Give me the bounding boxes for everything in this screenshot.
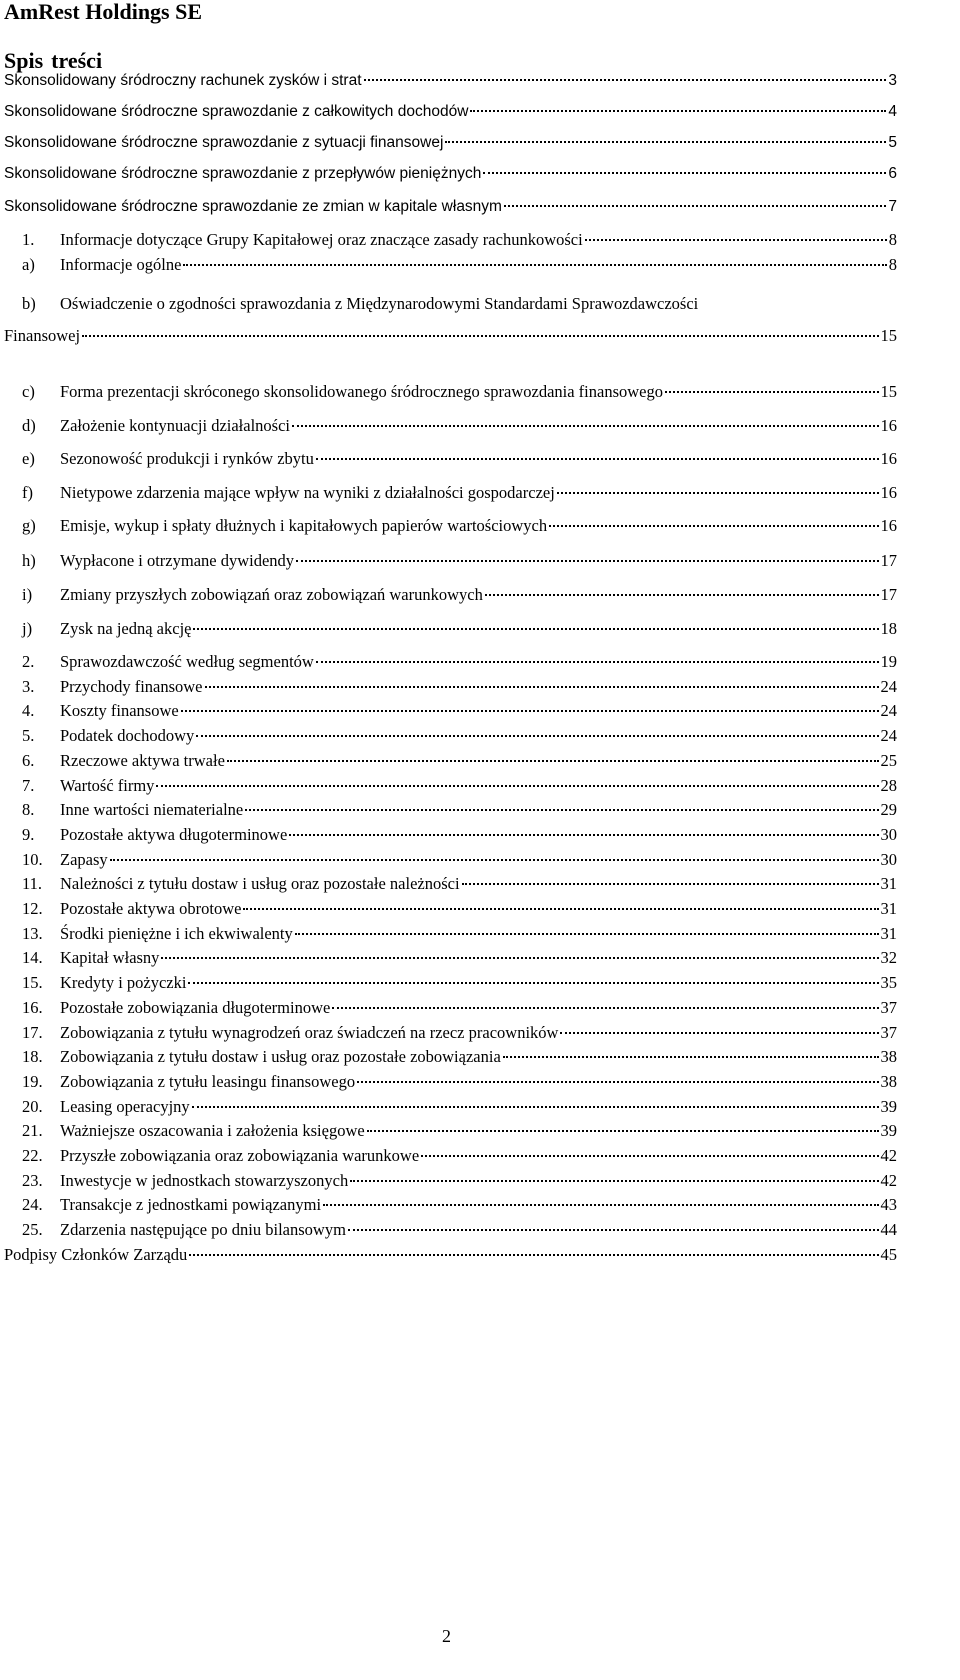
toc-entry-number: 23. <box>22 1171 43 1190</box>
toc-entry-page: 43 <box>880 1195 897 1214</box>
toc-entry-note[interactable] <box>22 1195 897 1221</box>
dot-leader <box>196 734 878 737</box>
toc-entry-note[interactable] <box>22 230 897 256</box>
toc-entry-subsection[interactable] <box>22 516 897 542</box>
toc-entry-note[interactable] <box>22 800 897 826</box>
footer-page-number: 2 <box>442 1626 451 1646</box>
toc-entry-page: 17 <box>880 585 897 604</box>
toc-entry-subsection[interactable] <box>22 585 897 611</box>
toc-entry-page: 6 <box>888 165 897 182</box>
toc-entry-page: 24 <box>880 677 897 696</box>
toc-entry-letter: f) <box>22 483 33 502</box>
dot-leader <box>357 1080 878 1083</box>
toc-entry-page: 24 <box>880 701 897 720</box>
dot-leader <box>350 1179 878 1182</box>
toc-entry-page: 30 <box>880 850 897 869</box>
toc-entry-title: Kapitał własny <box>60 948 160 967</box>
toc-entry-number: 4. <box>22 701 35 720</box>
toc-entry-number: 6. <box>22 751 35 770</box>
toc-entry-letter: g) <box>22 516 36 535</box>
dot-leader <box>585 238 887 241</box>
toc-entry-letter: b) <box>22 294 36 313</box>
toc-entry-note[interactable] <box>22 751 897 777</box>
toc-entry-letter: i) <box>22 585 33 604</box>
toc-entry-statement[interactable] <box>4 134 897 160</box>
dot-leader <box>323 1203 878 1206</box>
toc-entry-note[interactable] <box>22 677 897 703</box>
dot-leader <box>348 1228 879 1231</box>
toc-entry-subsection[interactable] <box>22 416 897 442</box>
toc-entry-number: 18. <box>22 1047 43 1066</box>
toc-entry-note[interactable] <box>22 1097 897 1123</box>
dot-leader <box>557 491 879 494</box>
toc-entry-statement[interactable] <box>4 103 897 129</box>
toc-entry-page: 30 <box>880 825 897 844</box>
toc-entry-subsection-cont[interactable] <box>4 326 897 352</box>
toc-entry-number: 12. <box>22 899 43 918</box>
toc-entry-page: 45 <box>880 1245 897 1264</box>
toc-entry-title: Zobowiązania z tytułu wynagrodzeń oraz świadczeń na rzecz pracowników <box>60 1023 559 1042</box>
toc-entry-number: 20. <box>22 1097 43 1116</box>
toc-entry-note[interactable] <box>22 726 897 752</box>
toc-entry-page: 3 <box>888 72 897 89</box>
toc-entry-note[interactable] <box>22 1047 897 1073</box>
dot-leader <box>193 627 878 630</box>
toc-entry-title: Zysk na jedną akcję <box>60 619 192 638</box>
toc-entry-title: Emisje, wykup i spłaty dłużnych i kapitałowych papierów wartościowych <box>60 516 548 535</box>
toc-entry-number: 2. <box>22 652 35 671</box>
toc-entry-title: Pozostałe zobowiązania długoterminowe <box>60 998 331 1017</box>
toc-entry-title: Transakcje z jednostkami powiązanymi <box>60 1195 322 1214</box>
dot-leader <box>445 140 886 143</box>
toc-entry-signatures[interactable] <box>4 1245 897 1271</box>
dot-leader <box>181 709 879 712</box>
toc-entry-page: 16 <box>880 449 897 468</box>
toc-entry-note[interactable] <box>22 1220 897 1246</box>
dot-leader <box>296 559 878 562</box>
toc-entry-number: 13. <box>22 924 43 943</box>
dot-leader <box>156 784 878 787</box>
dot-leader <box>245 808 878 811</box>
dot-leader <box>295 932 879 935</box>
dot-leader <box>470 109 886 112</box>
dot-leader <box>332 1006 878 1009</box>
dot-leader <box>503 1055 879 1058</box>
toc-entry-note[interactable] <box>22 850 897 876</box>
toc-entry-subsection[interactable] <box>22 382 897 408</box>
toc-entry-number: 7. <box>22 776 35 795</box>
toc-entry-statement[interactable] <box>4 198 897 224</box>
toc-entry-title: Ważniejsze oszacowania i założenia księgowe <box>60 1121 365 1140</box>
toc-entry-title: Sprawozdawczość według segmentów <box>60 652 314 671</box>
toc-entry-page: 16 <box>880 416 897 435</box>
dot-leader <box>421 1154 878 1157</box>
company-name: AmRest Holdings SE <box>4 0 203 24</box>
dot-leader <box>316 660 879 663</box>
toc-entry-page: 18 <box>880 619 897 638</box>
toc-heading-word1: Spis <box>4 48 44 73</box>
dot-leader <box>82 334 878 337</box>
toc-entry-title: Podatek dochodowy <box>60 726 195 745</box>
toc-entry-title: Skonsolidowane śródroczne sprawozdanie z całkowitych dochodów <box>4 103 469 120</box>
toc-entry-title: Nietypowe zdarzenia mające wpływ na wyniki z działalności gospodarczej <box>60 483 555 502</box>
toc-entry-page: 35 <box>880 973 897 992</box>
toc-entry-title: Informacje ogólne <box>60 255 182 274</box>
toc-entry-title: Skonsolidowane śródroczne sprawozdanie z przepływów pieniężnych <box>4 165 482 182</box>
toc-entry-number: 9. <box>22 825 35 844</box>
toc-entry-letter: e) <box>22 449 35 468</box>
toc-entry-number: 1. <box>22 230 35 249</box>
toc-entry-title: Należności z tytułu dostaw i usług oraz pozostałe należności <box>60 874 460 893</box>
toc-entry-subsection[interactable] <box>22 294 897 320</box>
dot-leader <box>665 390 879 393</box>
dot-leader <box>243 907 878 910</box>
toc-entry-page: 16 <box>880 483 897 502</box>
toc-entry-note[interactable] <box>22 948 897 974</box>
toc-entry-note[interactable] <box>22 825 897 851</box>
toc-entry-number: 10. <box>22 850 43 869</box>
dot-leader <box>292 424 879 427</box>
toc-entry-subsection[interactable] <box>22 551 897 577</box>
toc-entry-number: 25. <box>22 1220 43 1239</box>
toc-entry-number: 16. <box>22 998 43 1017</box>
toc-entry-title: Wartość firmy <box>60 776 155 795</box>
toc-entry-page: 7 <box>888 198 897 215</box>
toc-entry-note[interactable] <box>22 1121 897 1147</box>
dot-leader <box>462 882 879 885</box>
toc-entry-subsection[interactable] <box>22 449 897 475</box>
dot-leader <box>192 1105 879 1108</box>
toc-entry-title: Skonsolidowane śródroczne sprawozdanie ze zmian w kapitale własnym <box>4 198 502 215</box>
toc-entry-title: Pozostałe aktywa obrotowe <box>60 899 242 918</box>
toc-entry-title: Zapasy <box>60 850 108 869</box>
dot-leader <box>183 263 886 266</box>
toc-entry-title: Rzeczowe aktywa trwałe <box>60 751 225 770</box>
toc-entry-note[interactable] <box>22 874 897 900</box>
toc-entry-title: Leasing operacyjny <box>60 1097 190 1116</box>
toc-entry-note[interactable] <box>22 998 897 1024</box>
toc-entry-page: 8 <box>888 230 897 249</box>
dot-leader <box>485 593 879 596</box>
toc-entry-title: Zdarzenia następujące po dniu bilansowym <box>60 1220 346 1239</box>
toc-entry-page: 28 <box>880 776 897 795</box>
dot-leader <box>560 1031 878 1034</box>
toc-entry-title: Przyszłe zobowiązania oraz zobowiązania warunkowe <box>60 1146 420 1165</box>
toc-entry-page: 29 <box>880 800 897 819</box>
toc-entry-title: Zobowiązania z tytułu dostaw i usług oraz pozostałe zobowiązania <box>60 1047 501 1066</box>
toc-entry-number: 14. <box>22 948 43 967</box>
toc-entry-page: 38 <box>880 1047 897 1066</box>
toc-entry-page: 15 <box>880 326 897 345</box>
toc-heading-word2: treści <box>51 48 103 73</box>
toc-entry-number: 5. <box>22 726 35 745</box>
dot-leader <box>161 956 878 959</box>
toc-entry-note[interactable] <box>22 1146 897 1172</box>
toc-entry-page: 42 <box>880 1171 897 1190</box>
toc-entry-page: 4 <box>888 103 897 120</box>
toc-entry-note[interactable] <box>22 1171 897 1197</box>
toc-entry-number: 3. <box>22 677 35 696</box>
dot-leader <box>364 78 887 81</box>
toc-entry-note[interactable] <box>22 652 897 678</box>
toc-entry-page: 5 <box>888 134 897 151</box>
dot-leader <box>316 457 879 460</box>
toc-entry-title: Inne wartości niematerialne <box>60 800 244 819</box>
dot-leader <box>289 833 878 836</box>
toc-entry-page: 31 <box>880 924 897 943</box>
toc-entry-title: Przychody finansowe <box>60 677 203 696</box>
toc-entry-note[interactable] <box>22 1023 897 1049</box>
toc-entry-title: Oświadczenie o zgodności sprawozdania z Międzynarodowymi Standardami Sprawozdawczości <box>60 294 699 313</box>
toc-entry-letter: c) <box>22 382 35 401</box>
toc-entry-subsection[interactable] <box>22 619 897 645</box>
toc-entry-title: Wypłacone i otrzymane dywidendy <box>60 551 295 570</box>
toc-entry-page: 24 <box>880 726 897 745</box>
toc-entry-title: Środki pieniężne i ich ekwiwalenty <box>60 924 293 943</box>
toc-entry-note[interactable] <box>22 776 897 802</box>
toc-entry-title: Skonsolidowane śródroczne sprawozdanie z sytuacji finansowej <box>4 134 444 151</box>
toc-entry-title: Skonsolidowany śródroczny rachunek zysków i strat <box>4 72 362 89</box>
toc-entry-page: 15 <box>880 382 897 401</box>
toc-entry-page: 17 <box>880 551 897 570</box>
toc-entry-title: Założenie kontynuacji działalności <box>60 416 290 435</box>
toc-entry-title: Forma prezentacji skróconego skonsolidowanego śródrocznego sprawozdania finansowego <box>60 382 663 401</box>
toc-entry-number: 21. <box>22 1121 43 1140</box>
toc-entry-note[interactable] <box>22 924 897 950</box>
toc-entry-note[interactable] <box>22 701 897 727</box>
toc-entry-title: Informacje dotyczące Grupy Kapitałowej oraz znaczące zasady rachunkowości <box>60 230 583 249</box>
toc-entry-title: Kredyty i pożyczki <box>60 973 187 992</box>
toc-entry-page: 8 <box>888 255 897 274</box>
toc-entry-statement[interactable] <box>4 72 897 98</box>
dot-leader <box>367 1129 879 1132</box>
dot-leader <box>227 759 879 762</box>
toc-entry-page: 31 <box>880 899 897 918</box>
toc-entry-page: 25 <box>880 751 897 770</box>
toc-entry-number: 22. <box>22 1146 43 1165</box>
toc-entry-page: 38 <box>880 1072 897 1091</box>
dot-leader <box>188 981 878 984</box>
toc-entry-number: 15. <box>22 973 43 992</box>
dot-leader <box>205 685 879 688</box>
toc-entry-page: 16 <box>880 516 897 535</box>
toc-entry-page: 19 <box>880 652 897 671</box>
toc-entry-note[interactable] <box>22 899 897 925</box>
toc-entry-page: 37 <box>880 1023 897 1042</box>
toc-entry-letter: h) <box>22 551 36 570</box>
toc-entry-title: Pozostałe aktywa długoterminowe <box>60 825 288 844</box>
toc-entry-page: 39 <box>880 1097 897 1116</box>
toc-entry-subsection[interactable] <box>22 255 897 281</box>
toc-entry-letter: d) <box>22 416 36 435</box>
toc-entry-number: 19. <box>22 1072 43 1091</box>
dot-leader <box>483 171 886 174</box>
toc-entry-title: Finansowej <box>4 326 81 345</box>
toc-entry-number: 24. <box>22 1195 43 1214</box>
dot-leader <box>110 858 879 861</box>
toc-entry-letter: a) <box>22 255 35 274</box>
toc-entry-number: 17. <box>22 1023 43 1042</box>
toc-entry-number: 11. <box>22 874 43 893</box>
toc-entry-page: 42 <box>880 1146 897 1165</box>
toc-entry-title: Sezonowość produkcji i rynków zbytu <box>60 449 314 468</box>
toc-entry-page: 32 <box>880 948 897 967</box>
toc-entry-title: Zmiany przyszłych zobowiązań oraz zobowiązań warunkowych <box>60 585 483 604</box>
toc-heading <box>4 48 102 74</box>
toc-entry-number: 8. <box>22 800 35 819</box>
toc-entry-title: Inwestycje w jednostkach stowarzyszonych <box>60 1171 349 1190</box>
toc-entry-note[interactable] <box>22 1072 897 1098</box>
dot-leader <box>189 1253 878 1256</box>
toc-entry-title: Zobowiązania z tytułu leasingu finansowego <box>60 1072 356 1091</box>
dot-leader <box>504 204 886 207</box>
toc-entry-title: Podpisy Członków Zarządu <box>4 1245 188 1264</box>
toc-entry-page: 31 <box>880 874 897 893</box>
toc-entry-page: 39 <box>880 1121 897 1140</box>
toc-entry-note[interactable] <box>22 973 897 999</box>
dot-leader <box>549 524 878 527</box>
toc-entry-page: 44 <box>880 1220 897 1239</box>
toc-entry-subsection[interactable] <box>22 483 897 509</box>
toc-entry-page: 37 <box>880 998 897 1017</box>
toc-entry-title: Koszty finansowe <box>60 701 179 720</box>
toc-entry-statement[interactable] <box>4 165 897 191</box>
toc-entry-letter: j) <box>22 619 33 638</box>
